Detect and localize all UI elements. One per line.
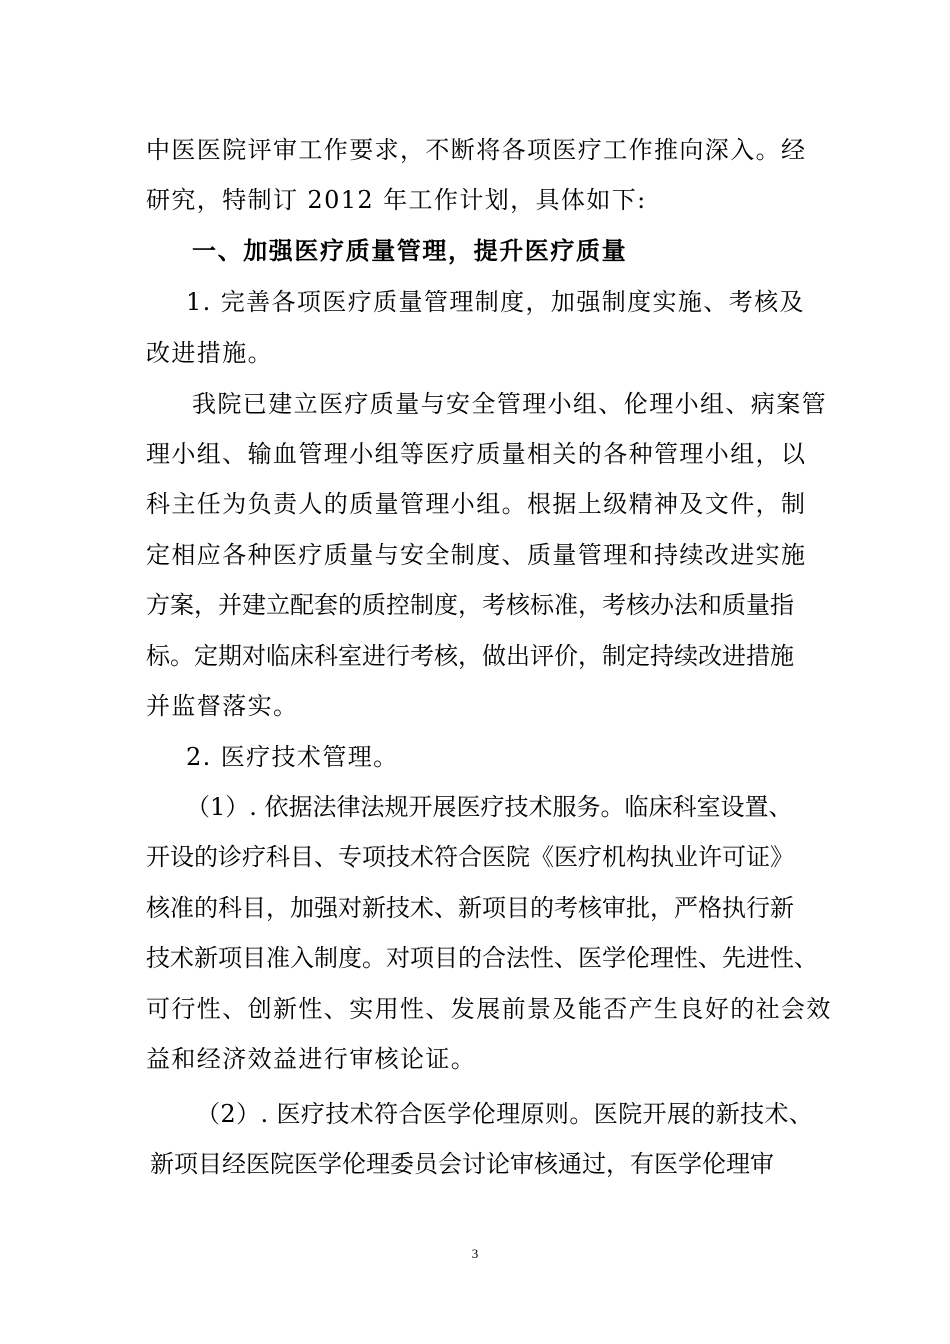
- body-line-19: 益和经济效益进行审核论证。: [146, 1045, 477, 1073]
- body-line-9: 定相应各种医疗质量与安全制度、质量管理和持续改进实施: [146, 541, 807, 569]
- body-line-14: （1）. 依据法律法规开展医疗技术服务。临床科室设置、: [186, 793, 793, 821]
- body-line-7: 理小组、输血管理小组等医疗质量相关的各种管理小组，以: [146, 440, 807, 468]
- body-line-21: 新项目经医院医学伦理委员会讨论审核通过，有医学伦理审: [150, 1150, 774, 1178]
- body-line-8: 科主任为负责人的质量管理小组。根据上级精神及文件，制: [146, 490, 807, 518]
- body-line-4: 1. 完善各项医疗质量管理制度，加强制度实施、考核及: [186, 288, 805, 316]
- body-line-12: 并监督落实。: [146, 692, 299, 720]
- body-line-18: 可行性、创新性、实用性、发展前景及能否产生良好的社会效: [146, 995, 832, 1023]
- body-line-2: 研究，特制订 2012 年工作计划，具体如下:: [146, 186, 647, 214]
- body-line-10: 方案，并建立配套的质控制度，考核标准，考核办法和质量指: [146, 591, 794, 619]
- page-number: 3: [471, 1246, 479, 1261]
- body-line-15: 开设的诊疗科目、专项技术符合医院《医疗机构执业许可证》: [146, 843, 794, 871]
- body-line-20: （2）. 医疗技术符合医学伦理原则。医院开展的新技术、: [196, 1100, 814, 1128]
- body-line-17: 技术新项目准入制度。对项目的合法性、医学伦理性、先进性、: [146, 944, 818, 972]
- body-line-13: 2. 医疗技术管理。: [186, 743, 399, 771]
- body-line-6: 我院已建立医疗质量与安全管理小组、伦理小组、病案管: [192, 390, 827, 418]
- section-heading-1: 一、加强医疗质量管理，提升医疗质量: [192, 237, 628, 265]
- body-line-11: 标。定期对临床科室进行考核，做出评价，制定持续改进措施: [146, 642, 794, 670]
- body-line-1: 中医医院评审工作要求，不断将各项医疗工作推向深入。经: [146, 136, 807, 164]
- body-line-5: 改进措施。: [146, 339, 273, 367]
- body-line-16: 核准的科目，加强对新技术、新项目的考核审批，严格执行新: [146, 894, 794, 922]
